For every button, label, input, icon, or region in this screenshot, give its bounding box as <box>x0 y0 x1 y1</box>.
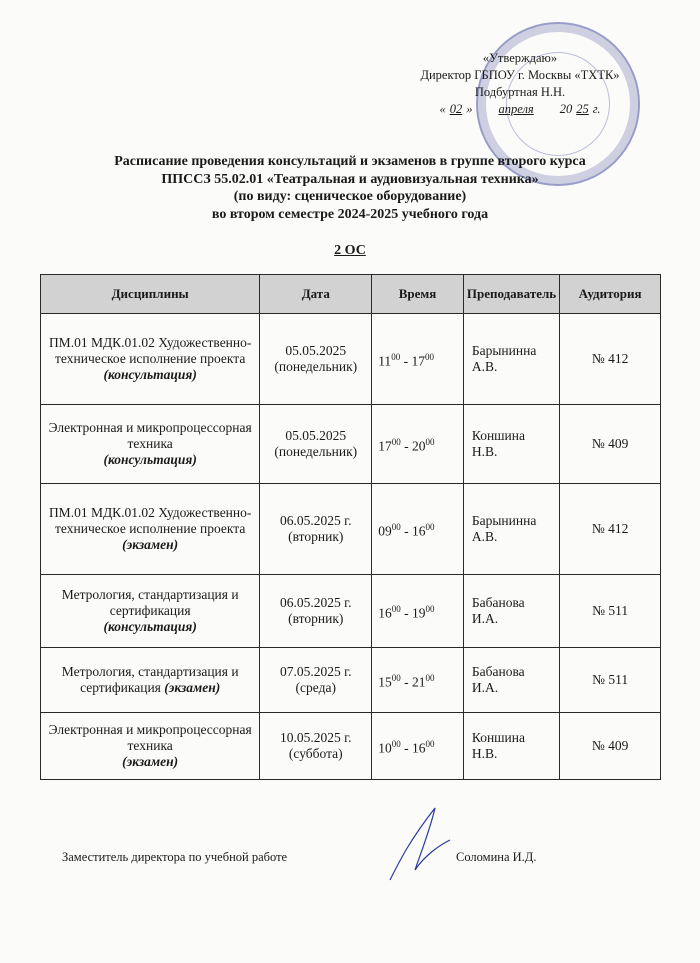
room-cell: № 511 <box>560 575 661 648</box>
approval-month: апреля <box>498 102 534 116</box>
room-cell: № 412 <box>560 484 661 575</box>
header-teacher: Преподаватель <box>463 275 559 314</box>
approval-year-unit: г. <box>592 102 601 116</box>
teacher-cell: Бабанова И.А. <box>463 575 559 648</box>
discipline-cell: Электронная и микропроцессорная техника (экзамен) <box>41 713 260 780</box>
teacher-cell: Барынинна А.В. <box>463 484 559 575</box>
header-date: Дата <box>260 275 372 314</box>
time-cell: $10^{00} - 16^{00}$ <box>372 713 464 780</box>
group-name: 2 ОС <box>334 243 366 258</box>
date-cell: 05.05.2025 (понедельник) <box>260 314 372 405</box>
header-discipline: Дисциплины <box>41 275 260 314</box>
time-cell: $11^{00} - 17^{00}$ <box>372 314 464 405</box>
discipline-cell: ПМ.01 МДК.01.02 Художественно-техническое исполнение проекта (консультация) <box>41 314 260 405</box>
approval-name: Подбуртная Н.Н. <box>474 85 566 99</box>
approval-date: « 02 » апреля 20 25 г. <box>439 102 601 116</box>
teacher-cell: Коншина Н.В. <box>463 405 559 484</box>
date-cell: 07.05.2025 г. (среда) <box>260 648 372 713</box>
table-header-row <box>41 275 661 314</box>
time-cell: $16^{00} - 19^{00}$ <box>372 575 464 648</box>
discipline-cell: Метрология, стандартизация и сертификация (экзамен) <box>41 648 260 713</box>
footer-name: Соломина И.Д. <box>456 850 537 864</box>
title-line-1: Расписание проведения консультаций и экзаменов в группе второго курса <box>114 154 586 169</box>
footer-position: Заместитель директора по учебной работе <box>62 850 288 864</box>
header-room: Аудитория <box>560 275 661 314</box>
approval-block <box>380 50 660 118</box>
date-cell: 06.05.2025 г. (вторник) <box>260 484 372 575</box>
table-row <box>41 575 661 648</box>
title-line-2: ППССЗ 55.02.01 «Театральная и аудиовизуальная техника» <box>161 171 539 187</box>
table-row <box>41 648 661 713</box>
title-line-3: (по виду: сценическое оборудование) <box>233 189 467 204</box>
approval-year-suffix: 25 <box>576 102 589 116</box>
signature <box>380 800 460 890</box>
title-line-4: во втором семестре 2024-2025 учебного года <box>211 206 489 222</box>
discipline-cell: Электронная и микропроцессорная техника (консультация) <box>41 405 260 484</box>
table-row <box>41 484 661 575</box>
room-cell: № 412 <box>560 314 661 405</box>
approval-position: Директор ГБПОУ г. Москвы «ТХТК» <box>420 68 620 82</box>
discipline-cell: Метрология, стандартизация и сертификация (консультация) <box>41 575 260 648</box>
header-time: Время <box>372 275 464 314</box>
room-cell: № 409 <box>560 713 661 780</box>
time-cell: $09^{00} - 16^{00}$ <box>372 484 464 575</box>
teacher-cell: Бабанова И.А. <box>463 648 559 713</box>
teacher-cell: Барынинна А.В. <box>463 314 559 405</box>
time-cell: $17^{00} - 20^{00}$ <box>372 405 464 484</box>
approval-year-prefix: 20 <box>559 102 573 116</box>
room-cell: № 511 <box>560 648 661 713</box>
date-cell: 06.05.2025 г. (вторник) <box>260 575 372 648</box>
approval-day: 02 <box>449 102 463 116</box>
date-cell: 10.05.2025 г. (суббота) <box>260 713 372 780</box>
teacher-cell: Коншина Н.В. <box>463 713 559 780</box>
approval-heading: «Утверждаю» <box>482 51 558 65</box>
schedule-table <box>40 274 661 780</box>
room-cell: № 409 <box>560 405 661 484</box>
table-row <box>41 405 661 484</box>
discipline-cell: ПМ.01 МДК.01.02 Художественно-техническое исполнение проекта (экзамен) <box>41 484 260 575</box>
time-cell: $15^{00} - 21^{00}$ <box>372 648 464 713</box>
table-row <box>41 713 661 780</box>
date-cell: 05.05.2025 (понедельник) <box>260 405 372 484</box>
document-title <box>40 153 660 223</box>
table-row <box>41 314 661 405</box>
